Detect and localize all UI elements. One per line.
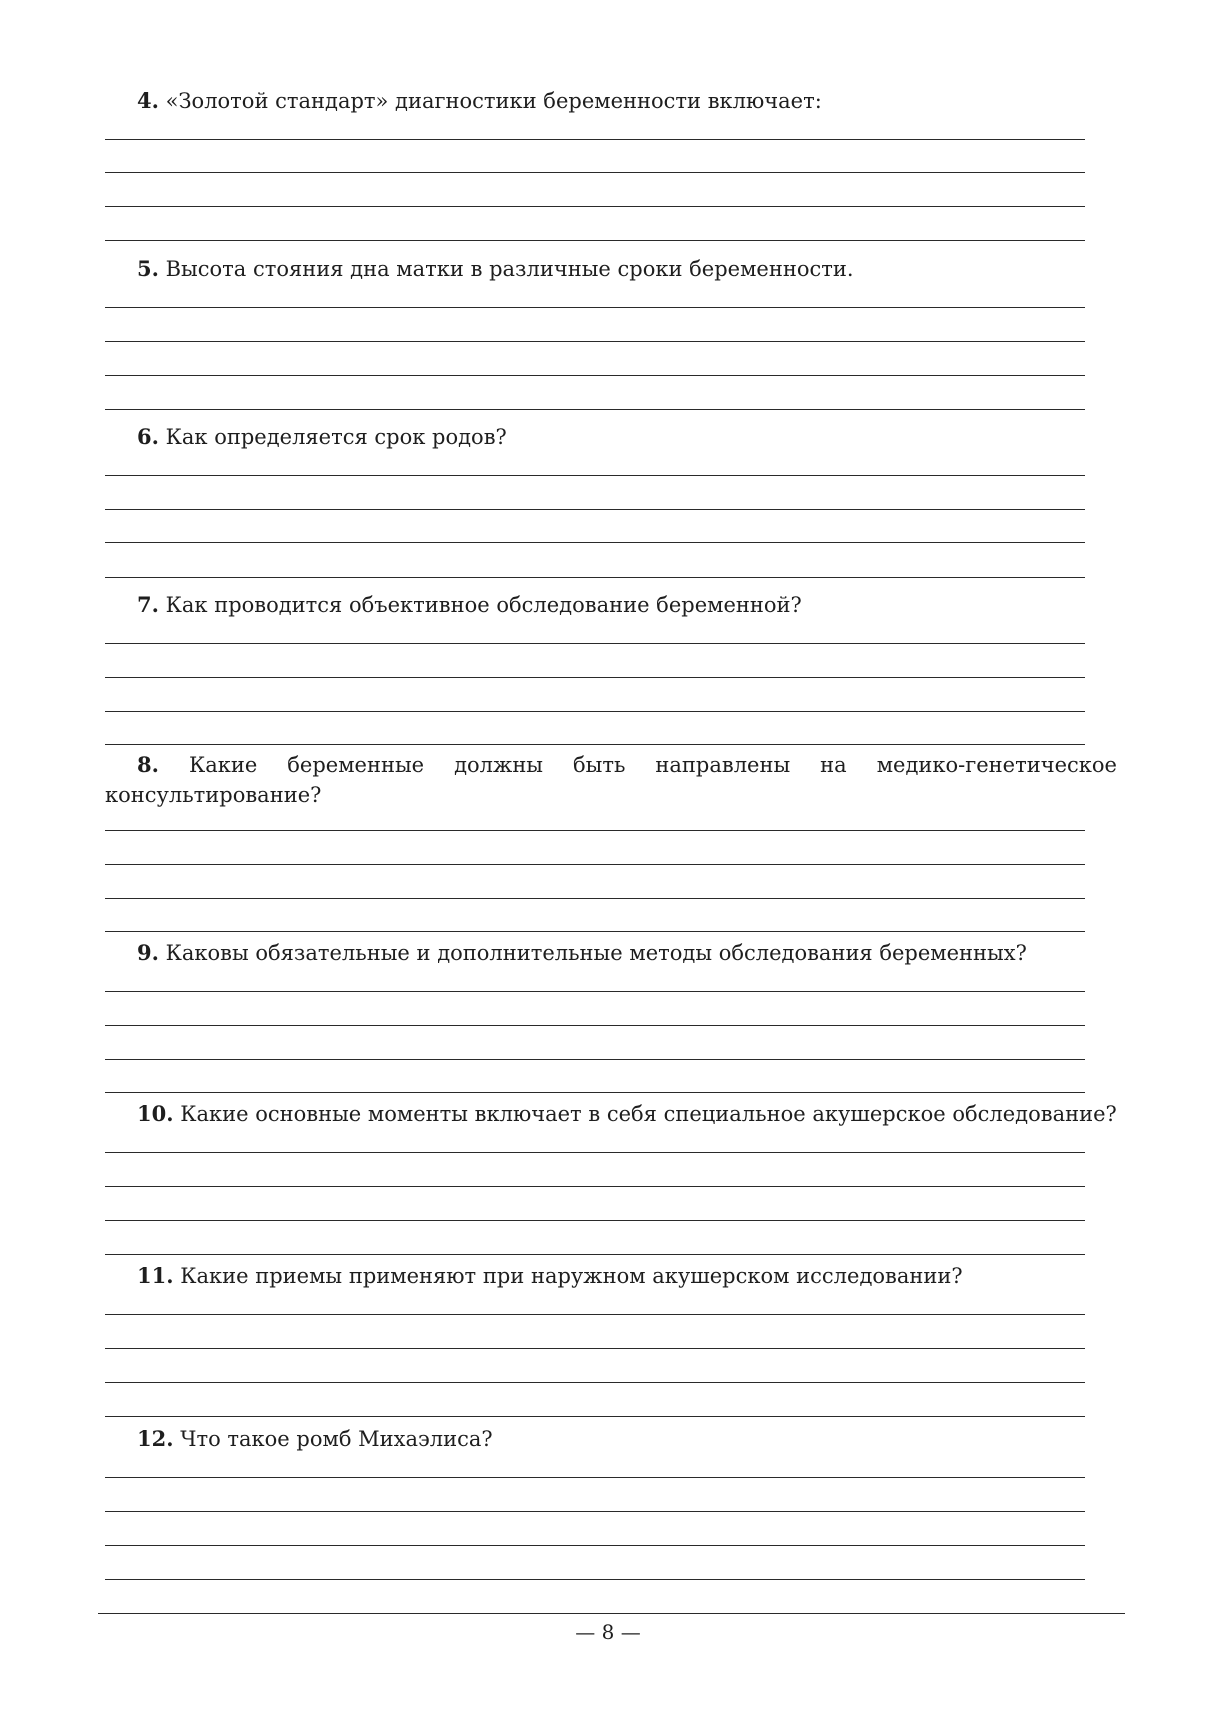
page-number: — 8 — xyxy=(575,1620,641,1644)
question-text: «Золотой стандарт» диагностики беременности включает: xyxy=(165,89,822,113)
question-text: Какие беременные должны быть направлены на медико-генетическое консультирование? xyxy=(105,753,1117,807)
answer-line[interactable] xyxy=(105,1059,1085,1060)
question-text: Как определяется срок родов? xyxy=(165,425,507,449)
answer-line[interactable] xyxy=(105,577,1085,578)
question-text: Какие основные моменты включает в себя специальное акушерское обследование? xyxy=(180,1102,1117,1126)
answer-line[interactable] xyxy=(105,139,1085,140)
question-number: 8. xyxy=(137,752,159,777)
answer-line[interactable] xyxy=(105,1545,1085,1546)
answer-line[interactable] xyxy=(105,711,1085,712)
answer-line[interactable] xyxy=(105,677,1085,678)
answer-line[interactable] xyxy=(105,864,1085,865)
answer-line[interactable] xyxy=(105,991,1085,992)
answer-line[interactable] xyxy=(105,1092,1085,1093)
answer-line[interactable] xyxy=(105,375,1085,376)
answer-line[interactable] xyxy=(105,172,1085,173)
answer-line[interactable] xyxy=(105,475,1085,476)
question-8 xyxy=(105,750,1117,810)
question-number: 5. xyxy=(137,256,159,281)
answer-line[interactable] xyxy=(105,1382,1085,1383)
question-text: Каковы обязательные и дополнительные методы обследования беременных? xyxy=(165,941,1027,965)
answer-line[interactable] xyxy=(105,509,1085,510)
question-number: 12. xyxy=(137,1426,174,1451)
answer-line[interactable] xyxy=(105,206,1085,207)
question-text: Какие приемы применяют при наружном акушерском исследовании? xyxy=(180,1264,963,1288)
answer-line[interactable] xyxy=(105,744,1085,745)
question-number: 11. xyxy=(137,1263,174,1288)
question-10 xyxy=(137,1099,1117,1129)
question-text: Высота стояния дна матки в различные сроки беременности. xyxy=(165,257,854,281)
question-7 xyxy=(137,590,1117,620)
answer-line[interactable] xyxy=(105,1025,1085,1026)
answer-line[interactable] xyxy=(105,1254,1085,1255)
answer-line[interactable] xyxy=(105,307,1085,308)
answer-line[interactable] xyxy=(105,643,1085,644)
question-9 xyxy=(137,938,1117,968)
question-11 xyxy=(137,1261,1117,1291)
answer-line[interactable] xyxy=(105,409,1085,410)
answer-line[interactable] xyxy=(105,1348,1085,1349)
question-12 xyxy=(137,1424,1117,1454)
answer-line[interactable] xyxy=(105,1511,1085,1512)
question-5 xyxy=(137,254,1117,284)
question-text: Что такое ромб Михаэлиса? xyxy=(180,1427,493,1451)
answer-line[interactable] xyxy=(105,1152,1085,1153)
question-number: 6. xyxy=(137,424,159,449)
answer-line[interactable] xyxy=(105,1416,1085,1417)
answer-line[interactable] xyxy=(105,1314,1085,1315)
question-text: Как проводится объективное обследование беременной? xyxy=(165,593,802,617)
answer-line[interactable] xyxy=(105,1477,1085,1478)
question-number: 10. xyxy=(137,1101,174,1126)
question-4 xyxy=(137,86,1117,116)
answer-line[interactable] xyxy=(105,1579,1085,1580)
answer-line[interactable] xyxy=(105,898,1085,899)
answer-line[interactable] xyxy=(105,240,1085,241)
answer-line[interactable] xyxy=(105,542,1085,543)
answer-line[interactable] xyxy=(105,1186,1085,1187)
answer-line[interactable] xyxy=(105,341,1085,342)
question-number: 7. xyxy=(137,592,159,617)
question-number: 9. xyxy=(137,940,159,965)
answer-line[interactable] xyxy=(105,931,1085,932)
question-6 xyxy=(137,422,1117,452)
answer-line[interactable] xyxy=(105,1220,1085,1221)
question-number: 4. xyxy=(137,88,159,113)
answer-line[interactable] xyxy=(105,830,1085,831)
footer-divider xyxy=(98,1613,1125,1614)
